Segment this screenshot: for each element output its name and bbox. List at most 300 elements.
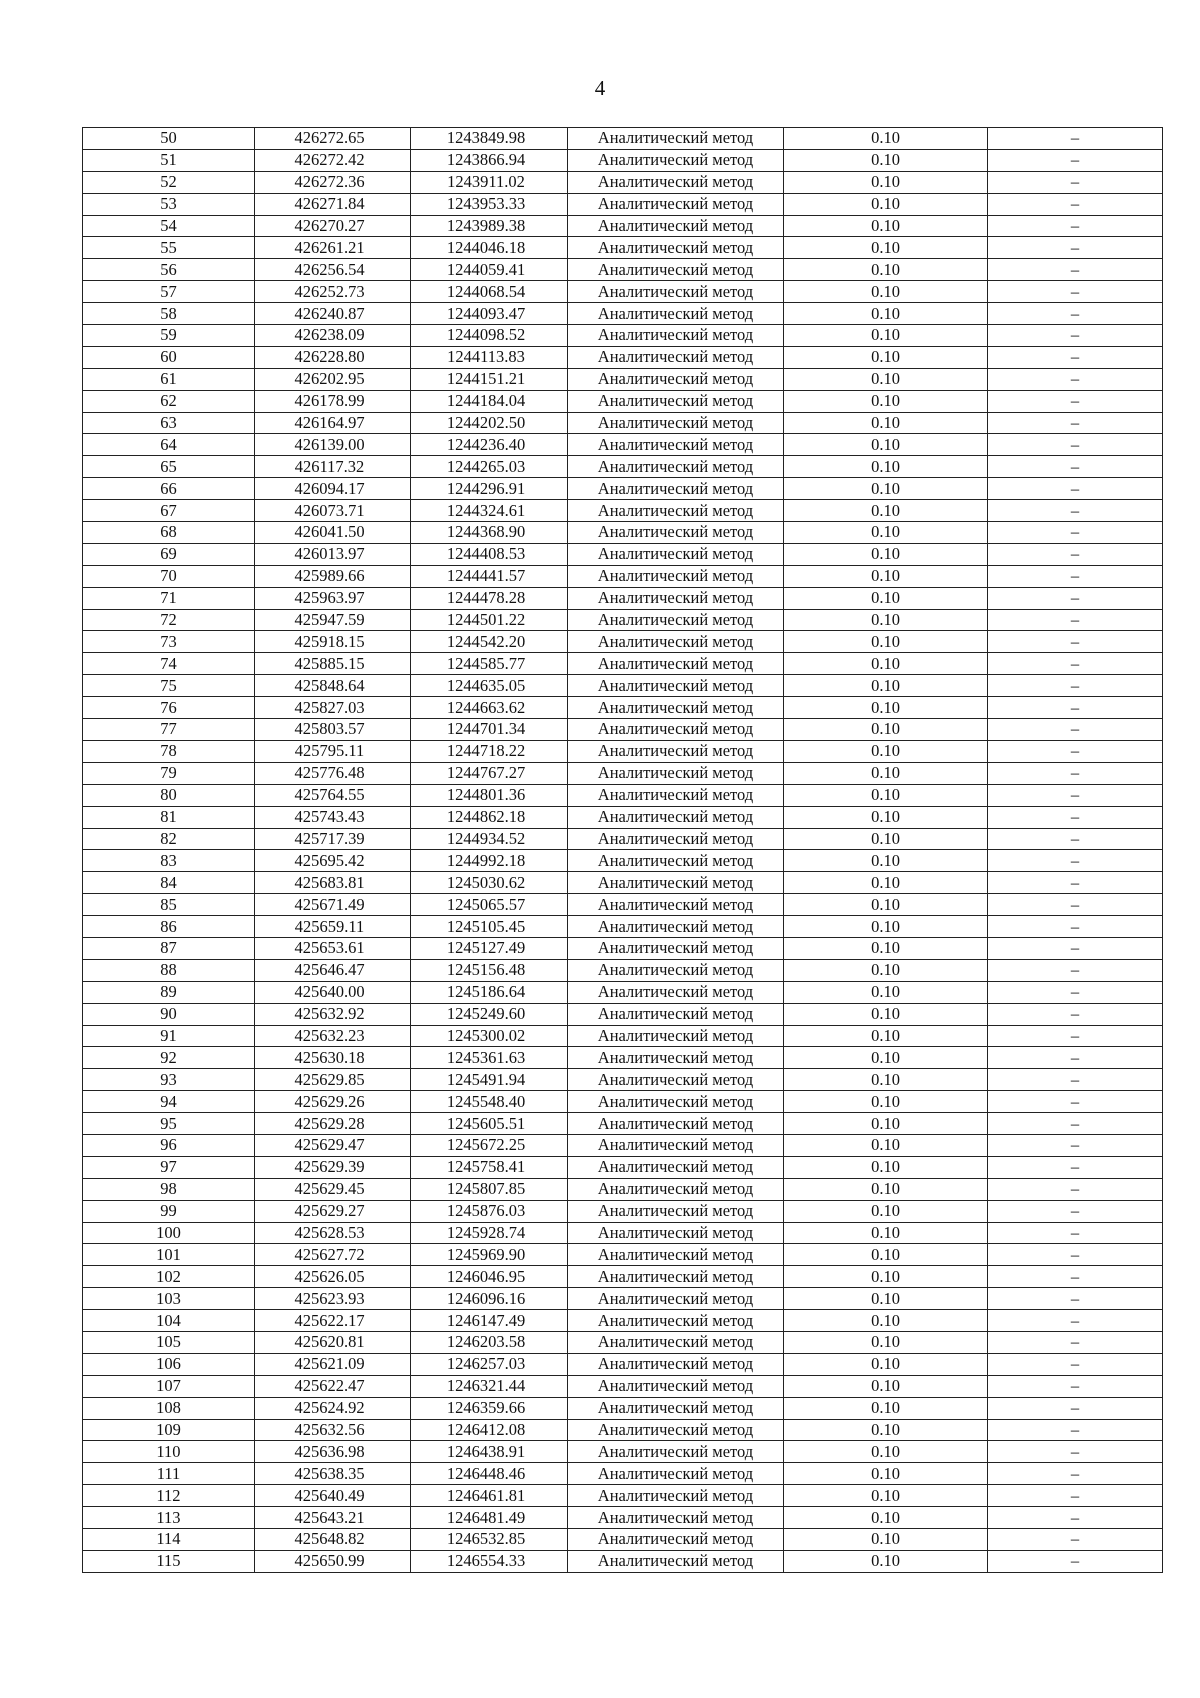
description-cell: –: [988, 1397, 1163, 1419]
point-number-cell: 108: [83, 1397, 255, 1419]
description-cell: –: [988, 1550, 1163, 1572]
y-coordinate-cell: 1244635.05: [411, 675, 568, 697]
y-coordinate-cell: 1244441.57: [411, 565, 568, 587]
point-number-cell: 76: [83, 697, 255, 719]
accuracy-cell: 0.10: [784, 171, 988, 193]
description-cell: –: [988, 1025, 1163, 1047]
method-cell: Аналитический метод: [568, 500, 784, 522]
description-cell: –: [988, 1441, 1163, 1463]
x-coordinate-cell: 426272.42: [255, 149, 411, 171]
description-cell: –: [988, 412, 1163, 434]
method-cell: Аналитический метод: [568, 806, 784, 828]
accuracy-cell: 0.10: [784, 784, 988, 806]
x-coordinate-cell: 425620.81: [255, 1331, 411, 1353]
point-number-cell: 110: [83, 1441, 255, 1463]
point-number-cell: 89: [83, 981, 255, 1003]
description-cell: –: [988, 171, 1163, 193]
table-row: [83, 1266, 1163, 1288]
y-coordinate-cell: 1244046.18: [411, 237, 568, 259]
table-row: [83, 1353, 1163, 1375]
description-cell: –: [988, 828, 1163, 850]
point-number-cell: 72: [83, 609, 255, 631]
accuracy-cell: 0.10: [784, 1419, 988, 1441]
y-coordinate-cell: 1244324.61: [411, 500, 568, 522]
point-number-cell: 96: [83, 1134, 255, 1156]
table-row: [83, 587, 1163, 609]
method-cell: Аналитический метод: [568, 1222, 784, 1244]
y-coordinate-cell: 1244862.18: [411, 806, 568, 828]
accuracy-cell: 0.10: [784, 456, 988, 478]
x-coordinate-cell: 425629.45: [255, 1178, 411, 1200]
x-coordinate-cell: 425827.03: [255, 697, 411, 719]
accuracy-cell: 0.10: [784, 1353, 988, 1375]
point-number-cell: 80: [83, 784, 255, 806]
method-cell: Аналитический метод: [568, 675, 784, 697]
y-coordinate-cell: 1244093.47: [411, 303, 568, 325]
accuracy-cell: 0.10: [784, 959, 988, 981]
method-cell: Аналитический метод: [568, 565, 784, 587]
table-row: [83, 1310, 1163, 1332]
x-coordinate-cell: 425650.99: [255, 1550, 411, 1572]
x-coordinate-cell: 425717.39: [255, 828, 411, 850]
method-cell: Аналитический метод: [568, 1178, 784, 1200]
method-cell: Аналитический метод: [568, 1113, 784, 1135]
method-cell: Аналитический метод: [568, 325, 784, 347]
accuracy-cell: 0.10: [784, 237, 988, 259]
description-cell: –: [988, 675, 1163, 697]
point-number-cell: 52: [83, 171, 255, 193]
method-cell: Аналитический метод: [568, 434, 784, 456]
point-number-cell: 87: [83, 937, 255, 959]
method-cell: Аналитический метод: [568, 149, 784, 171]
x-coordinate-cell: 425628.53: [255, 1222, 411, 1244]
accuracy-cell: 0.10: [784, 149, 988, 171]
description-cell: –: [988, 149, 1163, 171]
description-cell: –: [988, 1091, 1163, 1113]
description-cell: –: [988, 478, 1163, 500]
y-coordinate-cell: 1244265.03: [411, 456, 568, 478]
method-cell: Аналитический метод: [568, 784, 784, 806]
table-row: [83, 894, 1163, 916]
accuracy-cell: 0.10: [784, 609, 988, 631]
method-cell: Аналитический метод: [568, 981, 784, 1003]
y-coordinate-cell: 1244663.62: [411, 697, 568, 719]
accuracy-cell: 0.10: [784, 587, 988, 609]
y-coordinate-cell: 1246448.46: [411, 1463, 568, 1485]
accuracy-cell: 0.10: [784, 1069, 988, 1091]
method-cell: Аналитический метод: [568, 237, 784, 259]
x-coordinate-cell: 425646.47: [255, 959, 411, 981]
y-coordinate-cell: 1246532.85: [411, 1529, 568, 1551]
point-number-cell: 62: [83, 390, 255, 412]
y-coordinate-cell: 1243866.94: [411, 149, 568, 171]
method-cell: Аналитический метод: [568, 281, 784, 303]
x-coordinate-cell: 425629.85: [255, 1069, 411, 1091]
description-cell: –: [988, 1463, 1163, 1485]
point-number-cell: 57: [83, 281, 255, 303]
y-coordinate-cell: 1244113.83: [411, 346, 568, 368]
x-coordinate-cell: 426252.73: [255, 281, 411, 303]
x-coordinate-cell: 425632.56: [255, 1419, 411, 1441]
table-row: [83, 872, 1163, 894]
y-coordinate-cell: 1246481.49: [411, 1507, 568, 1529]
page-number: 4: [594, 76, 606, 100]
point-number-cell: 67: [83, 500, 255, 522]
table-row: [83, 522, 1163, 544]
y-coordinate-cell: 1245156.48: [411, 959, 568, 981]
description-cell: –: [988, 653, 1163, 675]
point-number-cell: 93: [83, 1069, 255, 1091]
x-coordinate-cell: 425632.92: [255, 1003, 411, 1025]
description-cell: –: [988, 193, 1163, 215]
description-cell: –: [988, 872, 1163, 894]
y-coordinate-cell: 1245758.41: [411, 1156, 568, 1178]
table-row: [83, 1091, 1163, 1113]
method-cell: Аналитический метод: [568, 1244, 784, 1266]
point-number-cell: 75: [83, 675, 255, 697]
point-number-cell: 92: [83, 1047, 255, 1069]
method-cell: Аналитический метод: [568, 631, 784, 653]
y-coordinate-cell: 1246147.49: [411, 1310, 568, 1332]
table-row: [83, 346, 1163, 368]
point-number-cell: 112: [83, 1485, 255, 1507]
description-cell: –: [988, 762, 1163, 784]
x-coordinate-cell: 425776.48: [255, 762, 411, 784]
method-cell: Аналитический метод: [568, 1529, 784, 1551]
point-number-cell: 51: [83, 149, 255, 171]
point-number-cell: 101: [83, 1244, 255, 1266]
description-cell: –: [988, 303, 1163, 325]
y-coordinate-cell: 1245807.85: [411, 1178, 568, 1200]
x-coordinate-cell: 426256.54: [255, 259, 411, 281]
accuracy-cell: 0.10: [784, 1003, 988, 1025]
accuracy-cell: 0.10: [784, 259, 988, 281]
accuracy-cell: 0.10: [784, 631, 988, 653]
description-cell: –: [988, 215, 1163, 237]
accuracy-cell: 0.10: [784, 762, 988, 784]
accuracy-cell: 0.10: [784, 806, 988, 828]
x-coordinate-cell: 425626.05: [255, 1266, 411, 1288]
table-row: [83, 1222, 1163, 1244]
table-row: [83, 237, 1163, 259]
description-cell: –: [988, 500, 1163, 522]
method-cell: Аналитический метод: [568, 128, 784, 150]
description-cell: –: [988, 894, 1163, 916]
point-number-cell: 66: [83, 478, 255, 500]
table-row: [83, 740, 1163, 762]
x-coordinate-cell: 426041.50: [255, 522, 411, 544]
table-row: [83, 1003, 1163, 1025]
point-number-cell: 81: [83, 806, 255, 828]
x-coordinate-cell: 425848.64: [255, 675, 411, 697]
x-coordinate-cell: 426238.09: [255, 325, 411, 347]
method-cell: Аналитический метод: [568, 1485, 784, 1507]
point-number-cell: 73: [83, 631, 255, 653]
point-number-cell: 88: [83, 959, 255, 981]
point-number-cell: 71: [83, 587, 255, 609]
x-coordinate-cell: 425624.92: [255, 1397, 411, 1419]
method-cell: Аналитический метод: [568, 1003, 784, 1025]
table-row: [83, 1419, 1163, 1441]
description-cell: –: [988, 697, 1163, 719]
description-cell: –: [988, 1507, 1163, 1529]
y-coordinate-cell: 1244801.36: [411, 784, 568, 806]
description-cell: –: [988, 1353, 1163, 1375]
table-row: [83, 1200, 1163, 1222]
accuracy-cell: 0.10: [784, 872, 988, 894]
table-row: [83, 368, 1163, 390]
point-number-cell: 86: [83, 916, 255, 938]
x-coordinate-cell: 425885.15: [255, 653, 411, 675]
y-coordinate-cell: 1245928.74: [411, 1222, 568, 1244]
y-coordinate-cell: 1245030.62: [411, 872, 568, 894]
accuracy-cell: 0.10: [784, 522, 988, 544]
method-cell: Аналитический метод: [568, 1134, 784, 1156]
method-cell: Аналитический метод: [568, 543, 784, 565]
table-row: [83, 171, 1163, 193]
table-row: [83, 412, 1163, 434]
table-row: [83, 609, 1163, 631]
table-row: [83, 478, 1163, 500]
method-cell: Аналитический метод: [568, 959, 784, 981]
accuracy-cell: 0.10: [784, 1156, 988, 1178]
point-number-cell: 59: [83, 325, 255, 347]
y-coordinate-cell: 1243953.33: [411, 193, 568, 215]
table-row: [83, 719, 1163, 741]
y-coordinate-cell: 1243911.02: [411, 171, 568, 193]
table-row: [83, 806, 1163, 828]
y-coordinate-cell: 1246321.44: [411, 1375, 568, 1397]
accuracy-cell: 0.10: [784, 1288, 988, 1310]
point-number-cell: 63: [83, 412, 255, 434]
x-coordinate-cell: 426272.36: [255, 171, 411, 193]
description-cell: –: [988, 281, 1163, 303]
y-coordinate-cell: 1244098.52: [411, 325, 568, 347]
table-row: [83, 1244, 1163, 1266]
point-number-cell: 61: [83, 368, 255, 390]
accuracy-cell: 0.10: [784, 1091, 988, 1113]
x-coordinate-cell: 425627.72: [255, 1244, 411, 1266]
method-cell: Аналитический метод: [568, 1419, 784, 1441]
x-coordinate-cell: 425629.27: [255, 1200, 411, 1222]
description-cell: –: [988, 1003, 1163, 1025]
accuracy-cell: 0.10: [784, 390, 988, 412]
method-cell: Аналитический метод: [568, 1310, 784, 1332]
table-row: [83, 959, 1163, 981]
y-coordinate-cell: 1245127.49: [411, 937, 568, 959]
point-number-cell: 104: [83, 1310, 255, 1332]
method-cell: Аналитический метод: [568, 215, 784, 237]
description-cell: –: [988, 1178, 1163, 1200]
description-cell: –: [988, 719, 1163, 741]
table-row: [83, 1134, 1163, 1156]
table-row: [83, 456, 1163, 478]
x-coordinate-cell: 425918.15: [255, 631, 411, 653]
method-cell: Аналитический метод: [568, 828, 784, 850]
x-coordinate-cell: 425643.21: [255, 1507, 411, 1529]
y-coordinate-cell: 1245105.45: [411, 916, 568, 938]
method-cell: Аналитический метод: [568, 303, 784, 325]
description-cell: –: [988, 1266, 1163, 1288]
description-cell: –: [988, 609, 1163, 631]
y-coordinate-cell: 1245672.25: [411, 1134, 568, 1156]
y-coordinate-cell: 1244585.77: [411, 653, 568, 675]
description-cell: –: [988, 916, 1163, 938]
point-number-cell: 82: [83, 828, 255, 850]
point-number-cell: 78: [83, 740, 255, 762]
method-cell: Аналитический метод: [568, 1266, 784, 1288]
point-number-cell: 74: [83, 653, 255, 675]
x-coordinate-cell: 426094.17: [255, 478, 411, 500]
table-row: [83, 762, 1163, 784]
table-row: [83, 653, 1163, 675]
y-coordinate-cell: 1244992.18: [411, 850, 568, 872]
description-cell: –: [988, 237, 1163, 259]
accuracy-cell: 0.10: [784, 719, 988, 741]
y-coordinate-cell: 1246554.33: [411, 1550, 568, 1572]
accuracy-cell: 0.10: [784, 500, 988, 522]
y-coordinate-cell: 1244202.50: [411, 412, 568, 434]
x-coordinate-cell: 425629.28: [255, 1113, 411, 1135]
table-row: [83, 1550, 1163, 1572]
point-number-cell: 111: [83, 1463, 255, 1485]
method-cell: Аналитический метод: [568, 937, 784, 959]
accuracy-cell: 0.10: [784, 434, 988, 456]
description-cell: –: [988, 1288, 1163, 1310]
x-coordinate-cell: 425640.49: [255, 1485, 411, 1507]
accuracy-cell: 0.10: [784, 1222, 988, 1244]
method-cell: Аналитический метод: [568, 1331, 784, 1353]
table-row: [83, 1047, 1163, 1069]
point-number-cell: 94: [83, 1091, 255, 1113]
accuracy-cell: 0.10: [784, 937, 988, 959]
x-coordinate-cell: 425653.61: [255, 937, 411, 959]
point-number-cell: 103: [83, 1288, 255, 1310]
x-coordinate-cell: 426271.84: [255, 193, 411, 215]
description-cell: –: [988, 784, 1163, 806]
y-coordinate-cell: 1246203.58: [411, 1331, 568, 1353]
y-coordinate-cell: 1245065.57: [411, 894, 568, 916]
accuracy-cell: 0.10: [784, 1485, 988, 1507]
point-number-cell: 60: [83, 346, 255, 368]
accuracy-cell: 0.10: [784, 543, 988, 565]
y-coordinate-cell: 1245969.90: [411, 1244, 568, 1266]
table-row: [83, 1441, 1163, 1463]
table-row: [83, 937, 1163, 959]
method-cell: Аналитический метод: [568, 522, 784, 544]
description-cell: –: [988, 1485, 1163, 1507]
y-coordinate-cell: 1244068.54: [411, 281, 568, 303]
accuracy-cell: 0.10: [784, 894, 988, 916]
point-number-cell: 79: [83, 762, 255, 784]
point-number-cell: 107: [83, 1375, 255, 1397]
y-coordinate-cell: 1244151.21: [411, 368, 568, 390]
accuracy-cell: 0.10: [784, 653, 988, 675]
accuracy-cell: 0.10: [784, 1310, 988, 1332]
method-cell: Аналитический метод: [568, 1025, 784, 1047]
y-coordinate-cell: 1243849.98: [411, 128, 568, 150]
x-coordinate-cell: 426240.87: [255, 303, 411, 325]
point-number-cell: 70: [83, 565, 255, 587]
accuracy-cell: 0.10: [784, 697, 988, 719]
method-cell: Аналитический метод: [568, 1047, 784, 1069]
table-row: [83, 1529, 1163, 1551]
method-cell: Аналитический метод: [568, 850, 784, 872]
point-number-cell: 115: [83, 1550, 255, 1572]
x-coordinate-cell: 425695.42: [255, 850, 411, 872]
method-cell: Аналитический метод: [568, 697, 784, 719]
table-row: [83, 1156, 1163, 1178]
x-coordinate-cell: 425743.43: [255, 806, 411, 828]
accuracy-cell: 0.10: [784, 346, 988, 368]
y-coordinate-cell: 1244478.28: [411, 587, 568, 609]
method-cell: Аналитический метод: [568, 916, 784, 938]
x-coordinate-cell: 426270.27: [255, 215, 411, 237]
y-coordinate-cell: 1246438.91: [411, 1441, 568, 1463]
x-coordinate-cell: 425989.66: [255, 565, 411, 587]
method-cell: Аналитический метод: [568, 346, 784, 368]
method-cell: Аналитический метод: [568, 609, 784, 631]
description-cell: –: [988, 1069, 1163, 1091]
description-cell: –: [988, 1529, 1163, 1551]
accuracy-cell: 0.10: [784, 1134, 988, 1156]
description-cell: –: [988, 587, 1163, 609]
accuracy-cell: 0.10: [784, 1266, 988, 1288]
table-row: [83, 193, 1163, 215]
method-cell: Аналитический метод: [568, 171, 784, 193]
table-row: [83, 543, 1163, 565]
point-number-cell: 68: [83, 522, 255, 544]
accuracy-cell: 0.10: [784, 740, 988, 762]
table-row: [83, 1178, 1163, 1200]
description-cell: –: [988, 1047, 1163, 1069]
table-row: [83, 1397, 1163, 1419]
table-row: [83, 1485, 1163, 1507]
y-coordinate-cell: 1245361.63: [411, 1047, 568, 1069]
accuracy-cell: 0.10: [784, 1550, 988, 1572]
description-cell: –: [988, 959, 1163, 981]
accuracy-cell: 0.10: [784, 916, 988, 938]
table-row: [83, 697, 1163, 719]
accuracy-cell: 0.10: [784, 1331, 988, 1353]
y-coordinate-cell: 1246412.08: [411, 1419, 568, 1441]
y-coordinate-cell: 1245548.40: [411, 1091, 568, 1113]
accuracy-cell: 0.10: [784, 850, 988, 872]
x-coordinate-cell: 425623.93: [255, 1288, 411, 1310]
y-coordinate-cell: 1245491.94: [411, 1069, 568, 1091]
x-coordinate-cell: 425795.11: [255, 740, 411, 762]
x-coordinate-cell: 426228.80: [255, 346, 411, 368]
y-coordinate-cell: 1245186.64: [411, 981, 568, 1003]
description-cell: –: [988, 1200, 1163, 1222]
x-coordinate-cell: 425803.57: [255, 719, 411, 741]
y-coordinate-cell: 1244701.34: [411, 719, 568, 741]
y-coordinate-cell: 1243989.38: [411, 215, 568, 237]
table-row: [83, 1331, 1163, 1353]
x-coordinate-cell: 425636.98: [255, 1441, 411, 1463]
x-coordinate-cell: 425640.00: [255, 981, 411, 1003]
y-coordinate-cell: 1244368.90: [411, 522, 568, 544]
y-coordinate-cell: 1246096.16: [411, 1288, 568, 1310]
y-coordinate-cell: 1245300.02: [411, 1025, 568, 1047]
x-coordinate-cell: 426178.99: [255, 390, 411, 412]
description-cell: –: [988, 346, 1163, 368]
description-cell: –: [988, 1310, 1163, 1332]
description-cell: –: [988, 1419, 1163, 1441]
description-cell: –: [988, 631, 1163, 653]
table-row: [83, 1375, 1163, 1397]
point-number-cell: 109: [83, 1419, 255, 1441]
